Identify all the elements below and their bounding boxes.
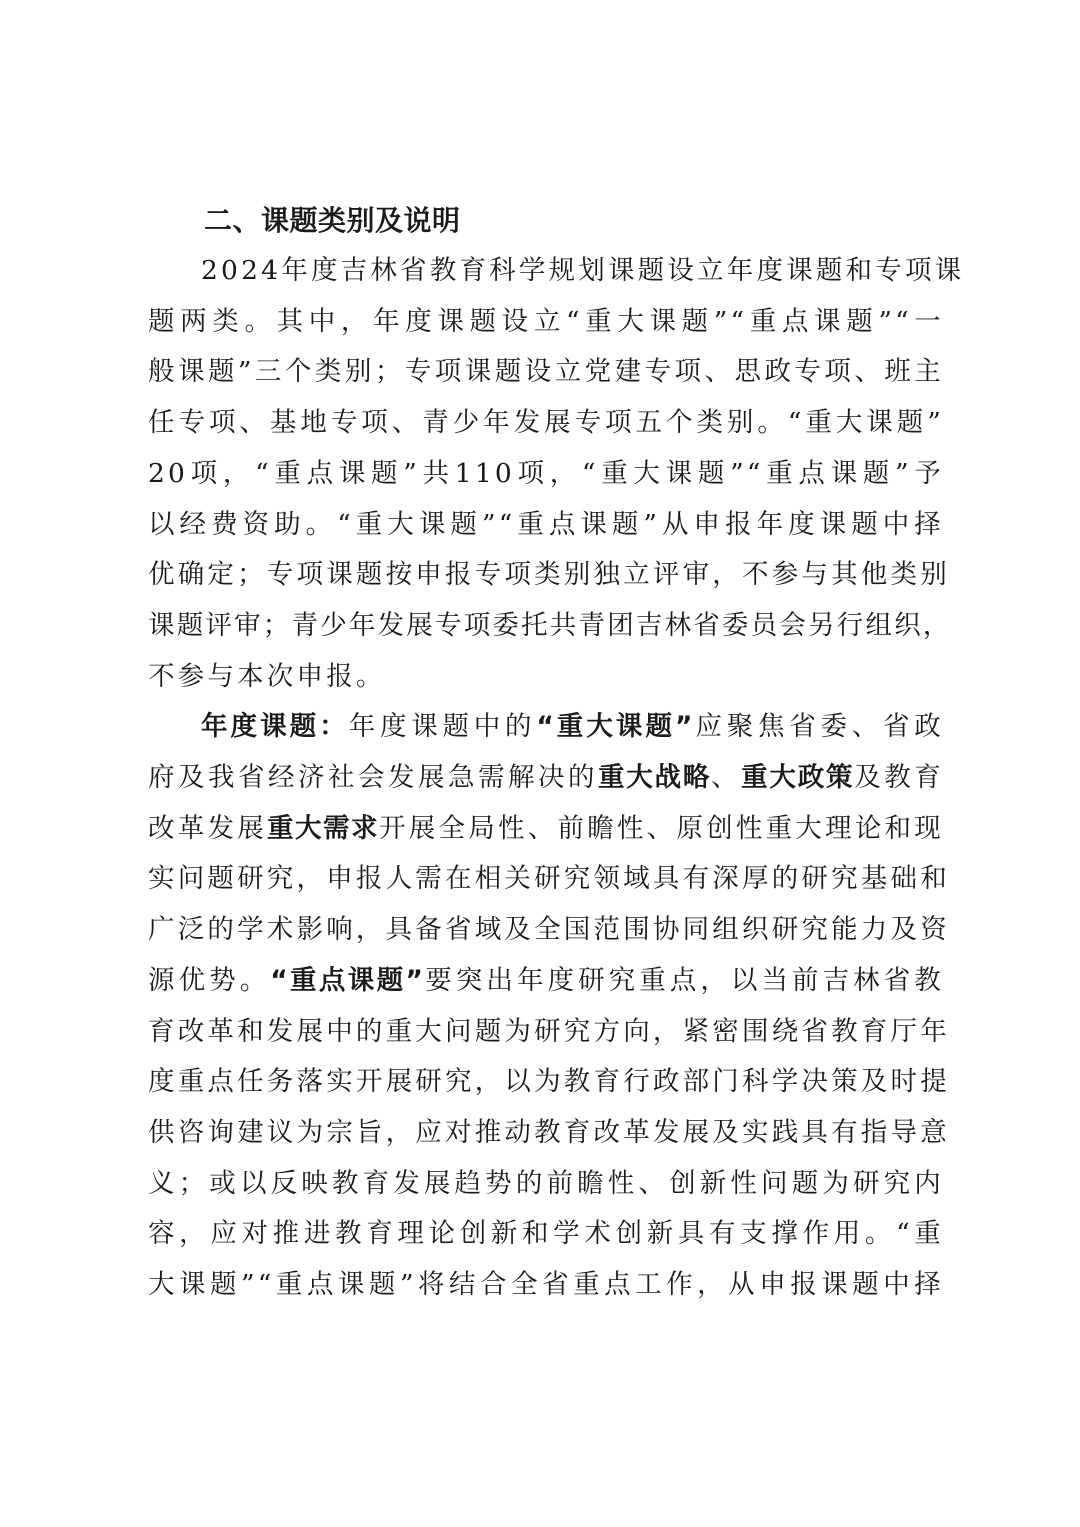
text-line: 20项，“重点课题”共110项，“重大课题”“重点课题”予 (148, 457, 944, 489)
text-run: 年度课题中的 (348, 711, 537, 743)
text-run: 要突出年度研究重点，以当前吉林省教 (424, 964, 944, 996)
text-line: 题两类。其中，年度课题设立“重大课题”“重点课题”“一 (148, 305, 944, 337)
text-line (148, 956, 944, 1007)
text-line (148, 702, 944, 753)
text-line: 广泛的学术影响，具备省域及全国范围协同组织研究能力及资 (148, 914, 950, 946)
bold-term-key-topics: “重点课题” (270, 964, 425, 996)
text-line: 以经费资助。“重大课题”“重点课题”从申报年度课题中择 (148, 508, 944, 540)
text-run: 改革发展 (148, 812, 267, 844)
text-run: 及教育 (854, 762, 945, 794)
text-line: 2024年度吉林省教育科学规划课题设立年度课题和专项课 (201, 255, 965, 286)
bold-term-major-topics: “重大课题” (536, 711, 694, 743)
bold-term-major-policy: 重大政策 (741, 762, 855, 794)
text-line: 实问题研究，申报人需在相关研究领域具有深厚的研究基础和 (148, 863, 950, 895)
text-line: 育改革和发展中的重大问题为研究方向，紧密围绕省教育厅年 (148, 1015, 950, 1047)
text-run: 开展全局性、前瞻性、原创性重大理论和现 (379, 812, 944, 844)
text-line: 任专项、基地专项、青少年发展专项五个类别。“重大课题” (148, 407, 944, 439)
section-heading: 二、课题类别及说明 (204, 204, 461, 237)
text-run: 应聚焦省委、省政 (693, 711, 945, 743)
paragraph-category-overview (148, 246, 965, 702)
text-line (148, 753, 944, 804)
paragraph-annual-topics (148, 702, 950, 1310)
bold-term-major-strategy: 重大战略 (597, 762, 712, 794)
text-line: 课题评审；青少年发展专项委托共青团吉林省委员会另行组织， (148, 609, 952, 641)
bold-lead-annual-topics: 年度课题： (201, 711, 349, 743)
text-line: 般课题”三个类别；专项课题设立党建专项、思政专项、班主 (148, 356, 944, 388)
text-run: 、 (711, 762, 742, 794)
text-line: 不参与本次申报。 (148, 660, 386, 692)
text-line: 大课题”“重点课题”将结合全省重点工作，从申报课题中择 (148, 1269, 944, 1301)
text-line: 度重点任务落实开展研究，以为教育行政部门科学决策及时提 (148, 1066, 950, 1098)
body-text (148, 246, 965, 1311)
text-line (148, 804, 944, 855)
text-line: 优确定；专项课题按申报专项类别独立评审，不参与其他类别 (148, 559, 950, 591)
text-line: 容，应对推进教育理论创新和学术创新具有支撑作用。“重 (148, 1218, 944, 1250)
text-run: 源优势。 (148, 964, 271, 996)
bold-term-major-demand: 重大需求 (266, 812, 380, 844)
text-line: 供咨询建议为宗旨，应对推动教育改革发展及实践具有指导意 (148, 1116, 950, 1148)
text-line: 义；或以反映教育发展趋势的前瞻性、创新性问题为研究内 (148, 1167, 944, 1199)
text-run: 府及我省经济社会发展急需解决的 (148, 762, 598, 794)
